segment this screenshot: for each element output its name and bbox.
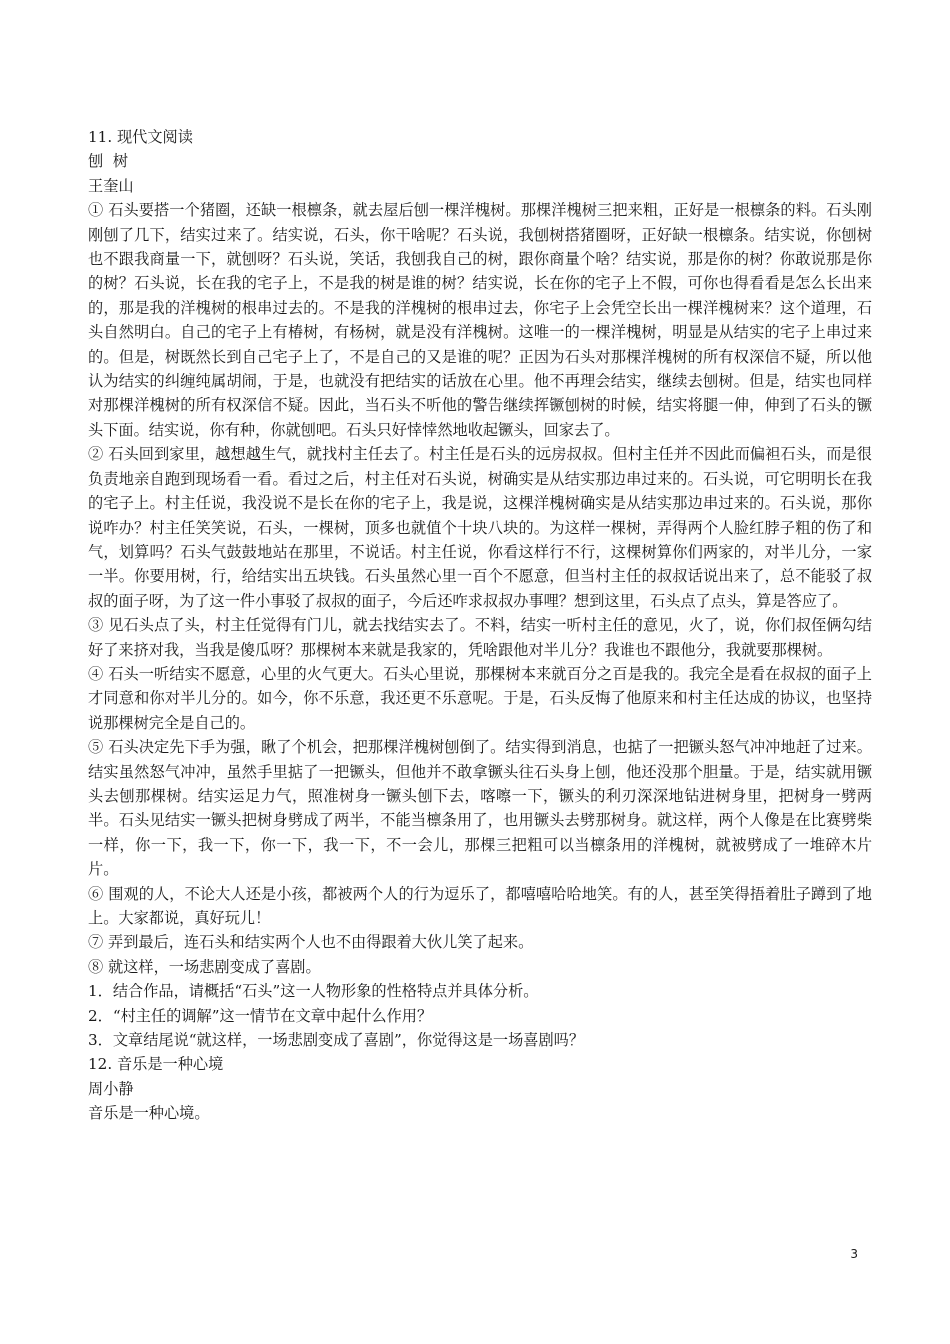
paragraph-1: ① 石头要搭一个猪圈，还缺一根檩条，就去屋后刨一棵洋槐树。那棵洋槐树三把来粗，正好是一根檩条的料。石头刚刚刨了几下，结实过来了。结实说，石头，你干啥呢？石头说，我刨树搭猪圈呀，正好缺一根檩条。结实说，你刨树也不跟我商量一下，就刨呀？石头说，笑话，我刨我自己的树，跟你商量个啥？结实说，那是你的树？你敢说那是你的树？石头说，长在我的宅子上，不是我的树是谁的树？结实说，长在你的宅子上不假，可你也得看看是怎么长出来的，那是我的洋槐树的根串过去的。不是我的洋槐树的根串过去，你宅子上会凭空长出一棵洋槐树来？这个道理，石头自然明白。自己的宅子上有椿树，有杨树，就是没有洋槐树。这唯一的一棵洋槐树，明显是从结实的宅子上串过来的。但是，树既然长到自己宅子上了，不是自己的又是谁的呢？正因为石头对那棵洋槐树的所有权深信不疑，所以他认为结实的纠缠纯属胡闹，于是，也就没有把结实的话放在心里。他不再理会结实，继续去刨树。但是，结实也同样对那棵洋槐树的所有权深信不疑。因此，当石头不听他的警告继续挥镢刨树的时候，结实将腿一伸，伸到了石头的镢头下面。结实说，你有种，你就刨吧。石头只好悻悻然地收起镢头，回家去了。 bbox=[88, 201, 872, 439]
question-1: 1．结合作品，请概括“石头”这一人物形象的性格特点并具体分析。 bbox=[88, 982, 539, 1001]
paragraph-4: ④ 石头一听结实不愿意，心里的火气更大。石头心里说，那棵树本来就百分之百是我的。我完全是看在叔叔的面子上才同意和你对半儿分的。如今，你不乐意，我还更不乐意呢。于是，石头反悔了他原来和村主任达成的协议，也坚持说那棵树完全是自己的。 bbox=[88, 664, 872, 732]
section-12-first-line: 音乐是一种心境。 bbox=[88, 1104, 210, 1123]
page-content bbox=[88, 125, 872, 1126]
paragraph-5: ⑤ 石头决定先下手为强，瞅了个机会，把那棵洋槐树刨倒了。结实得到消息，也掂了一把镢头怒气冲冲地赶了过来。结实虽然怒气冲冲，虽然手里掂了一把镢头，但他并不敢拿镢头往石头身上刨，他还没那个胆量。于是，结实就用镢头去刨那棵树。结实运足力气，照准树身一镢头刨下去，喀嚓一下，镢头的利刃深深地钻进树身里，把树身一劈两半。石头见结实一镢头把树身劈成了两半，不能当檩条用了，也用镢头去劈那树身。就这样，两个人像是在比赛劈柴一样，你一下，我一下，你一下，我一下，不一会儿，那棵三把粗可以当檩条用的洋槐树，就被劈成了一堆碎木片片。 bbox=[88, 738, 872, 879]
paragraph-2: ② 石头回到家里，越想越生气，就找村主任去了。村主任是石头的远房叔叔。但村主任并不因此而偏袒石头，而是很负责地亲自跑到现场看一看。看过之后，村主任对石头说，树确实是从结实那边串过来的。石头说，可它明明长在我的宅子上。村主任说，我没说不是长在你的宅子上，我是说，这棵洋槐树确实是从结实那边串过来的。石头说，那你说咋办？村主任笑笑说，石头，一棵树，顶多也就值个十块八块的。为这样一棵树，弄得两个人脸红脖子粗的伤了和气，划算吗？石头气鼓鼓地站在那里，不说话。村主任说，你看这样行不行，这棵树算你们两家的，对半儿分，一家一半。你要用树，行，给结实出五块钱。石头虽然心里一百个不愿意，但当村主任的叔叔话说出来了，总不能驳了叔叔的面子呀，为了这一件小事驳了叔叔的面子，今后还咋求叔叔办事哩？想到这里，石头点了点头，算是答应了。 bbox=[88, 445, 872, 610]
paragraph-3: ③ 见石头点了头，村主任觉得有门儿，就去找结实去了。不料，结实一听村主任的意见，火了，说，你们叔侄俩勾结好了来挤对我，当我是傻瓜呀？那棵树本来就是我家的，凭啥跟他对半儿分？我谁也不跟他分，我就要那棵树。 bbox=[88, 616, 872, 659]
paragraph-6: ⑥ 围观的人，不论大人还是小孩，都被两个人的行为逗乐了，都嘻嘻哈哈地笑。有的人，甚至笑得捂着肚子蹲到了地上。大家都说，真好玩儿！ bbox=[88, 884, 872, 927]
question-2: 2．“村主任的调解”这一情节在文章中起什么作用？ bbox=[88, 1006, 433, 1025]
question-3: 3．文章结尾说“就这样，一场悲剧变成了喜剧”，你觉得这是一场喜剧吗？ bbox=[88, 1031, 585, 1050]
section-11-heading: 11. 现代文阅读 bbox=[88, 128, 193, 146]
section-12-author: 周小静 bbox=[88, 1079, 134, 1098]
article-author: 王奎山 bbox=[88, 176, 134, 195]
article-title: 刨 树 bbox=[88, 152, 129, 171]
paragraph-8: ⑧ 就这样，一场悲剧变成了喜剧。 bbox=[88, 957, 321, 976]
page-number: 3 bbox=[850, 1247, 858, 1261]
paragraph-7: ⑦ 弄到最后，连石头和结实两个人也不由得跟着大伙儿笑了起来。 bbox=[88, 933, 534, 952]
section-12-heading: 12. 音乐是一种心境 bbox=[88, 1055, 224, 1074]
